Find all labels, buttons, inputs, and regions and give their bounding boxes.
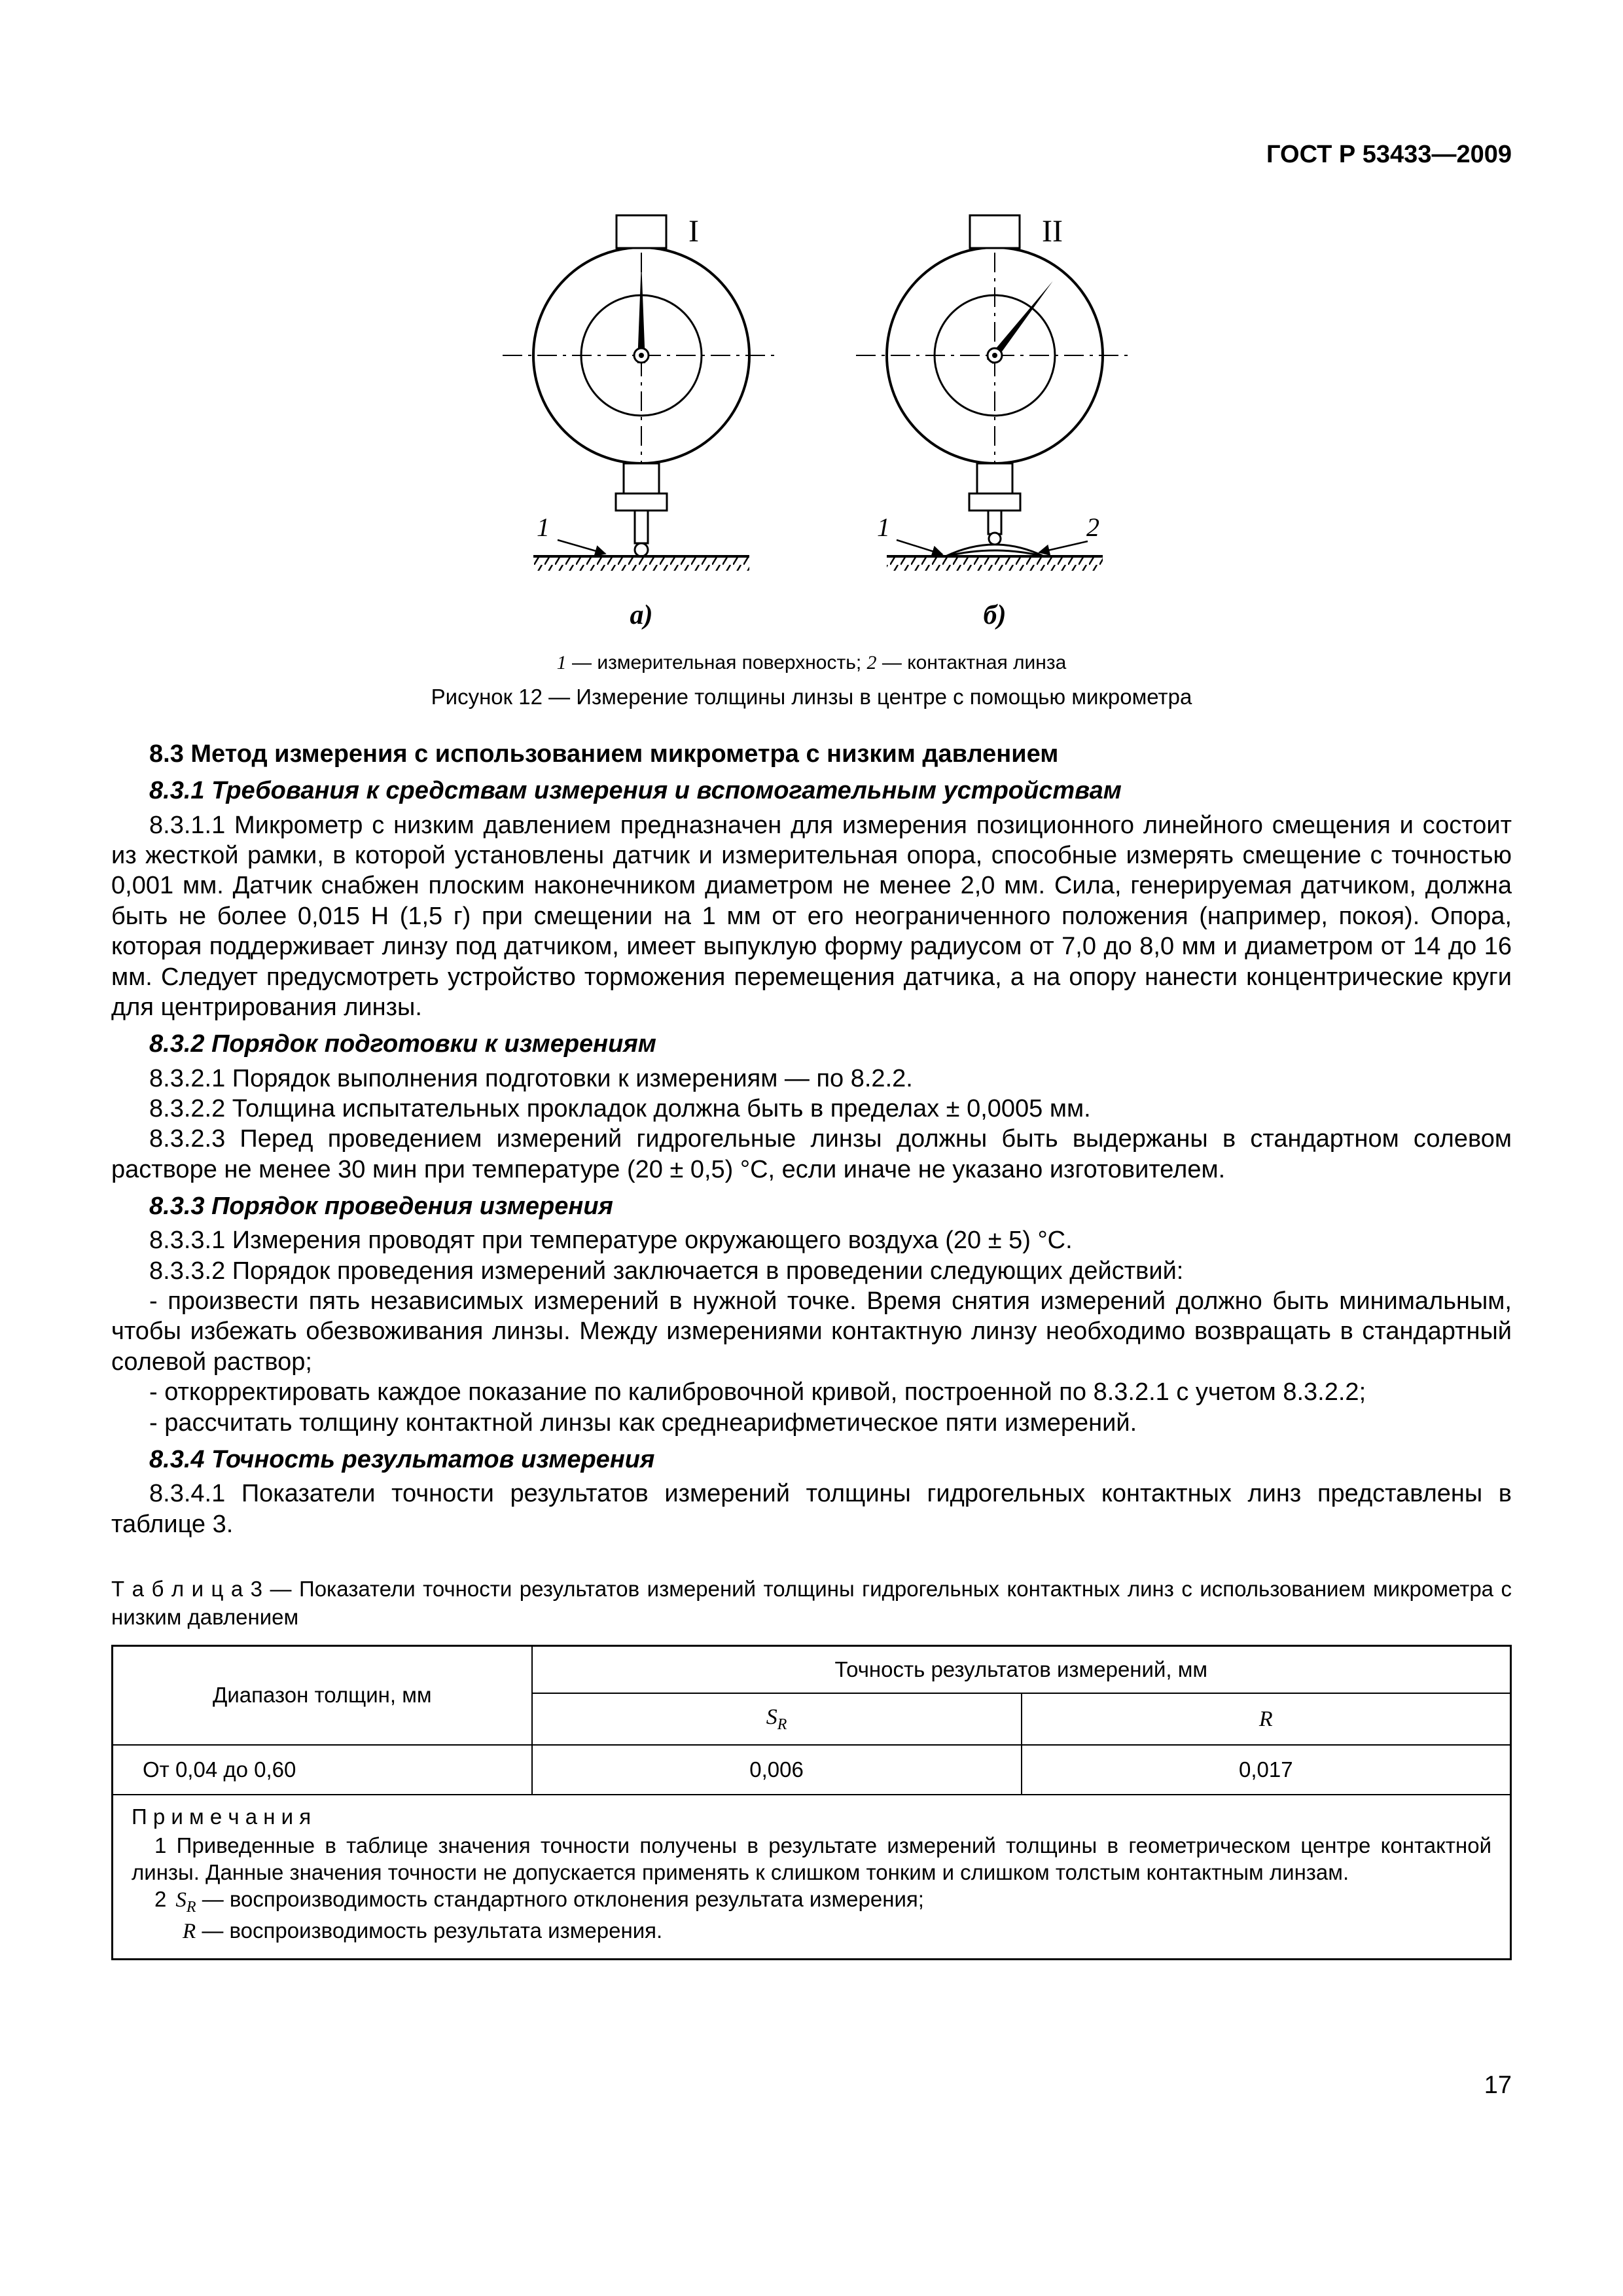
heading-8-3-4: 8.3.4 Точность результатов измерения [149,1445,655,1473]
heading-8-3-2: 8.3.2 Порядок подготовки к измерениям [149,1030,656,1058]
figure-caption: Рисунок 12 — Измерение толщины линзы в центре с помощью микрометра [431,685,1192,709]
gauge-a-roman-label: I [688,214,699,249]
paragraph-8-3-4-1: 8.3.4.1 Показатели точности результатов измерений толщины гидрогельных контактных линз представлены в таблице 3. [111,1480,1512,1538]
stem-neck [977,463,1012,493]
table-notes-row [113,1795,1511,1960]
col-header-accuracy: Точность результатов измерений, мм [532,1645,1511,1693]
table-data-row [113,1745,1511,1795]
heading-8-3-1: 8.3.1 Требования к средствам измерения и вспомогательным устройствам [149,777,1122,805]
page-number: 17 [1484,2072,1512,2099]
body-text [111,739,1512,1539]
plunger-rod [635,511,648,543]
sr-symbol: S [766,1704,777,1729]
table-header-row-1 [113,1645,1511,1693]
legend-text-1: — измерительная поверхность; [566,652,867,673]
note-2-sr-symbol: S [175,1888,187,1912]
table-notes-cell [113,1795,1511,1960]
callout-label-1b: 1 [877,512,890,542]
contact-tip [635,543,648,556]
note-3-r-symbol: R [183,1919,196,1943]
gauge-top-cap [970,215,1020,248]
note-2 [132,1886,1491,1917]
note-3-text: — воспроизводимость результата измерения. [196,1918,663,1943]
needle-hub-dot [992,353,997,358]
list-item-measurements: - произвести пять независимых измерений в нужной точке. Время снятия измерений должно быть минимальным, чтобы избежать обезвоживания линзы. Между измерениями контактную линзу необходимо возвращать в стандартный солевой раствор; [111,1287,1512,1376]
paragraph-8-3-3-1: 8.3.3.1 Измерения проводят при температуре окружающего воздуха (20 ± 5) °С. [149,1227,1073,1255]
document-code-header: ГОСТ Р 53433—2009 [1266,141,1512,168]
gauge-b-roman-label: II [1042,214,1063,249]
heading-8-3-3: 8.3.3 Порядок проведения измерения [149,1193,613,1221]
note-1: 1 Приведенные в таблице значения точности получены в результате измерений толщины в геометрическом центре контактной линзы. Данные значения точности не допускается применять к слишком тонким и слишком толстым контактным линзам. [132,1833,1491,1884]
callout-leader-1b [897,540,942,554]
callout-label-2b: 2 [1086,512,1099,542]
paragraph-8-3-2-3: 8.3.2.3 Перед проведением измерений гидрогельные линзы должны быть выдержаны в стандартном солевом растворе не менее 30 мин при температуре (20 ± 0,5) °С, если иначе не указано изготовителем. [111,1125,1512,1183]
callout-label-1a: 1 [537,512,550,542]
list-item-average: - рассчитать толщину контактной линзы как среднеарифметическое пяти измерений. [149,1408,1137,1437]
cell-thickness-range: От 0,04 до 0,60 [113,1745,532,1795]
paragraph-8-3-3-2: 8.3.3.2 Порядок проведения измерений заключается в проведении следующих действий: [149,1257,1184,1285]
paragraph-8-3-1-1: 8.3.1.1 Микрометр с низким давлением предназначен для измерения позиционного линейного смещения и состоит из жесткой рамки, в которой установлены датчик и измерительная опора, способные измерять смещение с точностью 0,001 мм. Датчик снабжен плоским наконечником диаметром не менее 2,0 мм. Сила, генерируемая датчиком, должна быть не более 0,015 Н (1,5 г) при смещении на 1 мм от его неограниченного положения (например, покоя). Опора, которая поддерживает линзу под датчиком, имеет выпуклую форму радиусом от 7,0 до 8,0 мм и диаметром от 14 до 16 мм. Следует предусмотреть устройство торможения перемещения датчика, а на опору нанести концентрические круги для центрирования линзы. [111,811,1512,1021]
legend-callout-1: 1 [556,652,567,673]
r-symbol: R [1258,1706,1273,1731]
note-2-text: — воспроизводимость стандартного отклонения результата измерения; [196,1887,924,1912]
stem-neck [624,463,659,493]
cell-r-value: 0,017 [1022,1745,1511,1795]
paragraph-8-3-2-1: 8.3.2.1 Порядок выполнения подготовки к измерениям — по 8.2.2. [149,1064,913,1092]
note-2-number: 2 [154,1887,167,1912]
plunger-rod [988,511,1001,534]
legend-text-2: — контактная линза [876,652,1067,673]
callout-leader-1a [558,540,605,554]
table-3-caption: Т а б л и ц а 3 — Показатели точности результатов измерений толщины гидрогельных контактных линз с использованием микрометра с низким давлением [111,1576,1512,1629]
legend-callout-2: 2 [866,652,877,673]
contact-lens [946,545,1044,556]
col-header-r [1022,1693,1511,1745]
note-2-sr-subscript: R [186,1898,196,1916]
micrometer-figure [419,198,1204,637]
figure-12 [111,198,1512,640]
subfigure-label-b: б) [983,600,1007,630]
contact-tip [989,533,1001,545]
callout-leader-2b [1039,541,1088,552]
accuracy-table [111,1645,1512,1960]
stem-collar [616,493,667,511]
sr-subscript: R [777,1715,787,1733]
note-3 [183,1917,1491,1945]
surface-hatching [887,558,1103,571]
paragraph-8-3-2-2: 8.3.2.2 Толщина испытательных прокладок должна быть в пределах ± 0,0005 мм. [149,1094,1091,1122]
list-item-correction: - откорректировать каждое показание по калибровочной кривой, построенной по 8.3.2.1 с учетом 8.3.2.2; [149,1378,1366,1407]
figure-legend [111,652,1512,674]
gauge-top-cap [616,215,666,248]
dial-gauge-a [503,214,780,630]
stem-collar [969,493,1020,511]
dial-gauge-b [856,214,1133,630]
col-header-sr [532,1693,1022,1745]
heading-8-3: 8.3 Метод измерения с использованием микрометра с низким давлением [149,740,1059,768]
notes-title: П р и м е ч а н и я [132,1804,312,1829]
subfigure-label-a: а) [630,600,653,630]
col-header-thickness-range: Диапазон толщин, мм [113,1645,532,1744]
needle-hub-dot [639,353,644,358]
surface-hatching [533,558,749,571]
cell-sr-value: 0,006 [532,1745,1022,1795]
